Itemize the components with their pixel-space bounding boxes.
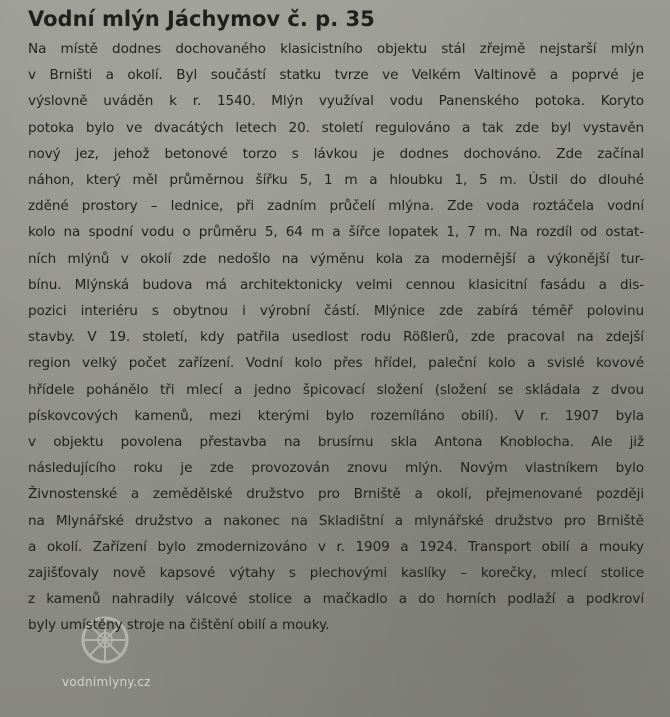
board-title: Vodní mlýn Jáchymov č. p. 35 [28, 7, 375, 31]
watermark-text: vodnimlyny.cz [62, 675, 151, 689]
text-line: zděné prostory – lednice, při zadním průčelí mlýna. Zde voda roztáčela vodní [28, 198, 644, 215]
text-line: na Mlynářské družstvo a nakonec na Skladištní a mlynářské družstvo pro Brniště [28, 512, 644, 529]
text-line: kolo na spodní vodu o průměru 5, 64 m a šířce lopatek 1, 7 m. Na rozdíl od ostat- [28, 224, 644, 241]
text-line: Živnostenské a zemědělské družstvo pro Brniště a okolí, přejmenované později [28, 486, 644, 503]
text-line: pozici interiéru s obytnou i výrobní částí. Mlýnice zde zabírá téměř polovinu [28, 303, 644, 320]
text-line: v objektu povolena přestavba na brusírnu skla Antona Knoblocha. Ale již [28, 434, 644, 451]
text-line: a okolí. Zařízení bylo zmodernizováno v r. 1909 a 1924. Transport obilí a mouky [28, 538, 644, 555]
text-line: byly umístěny stroje na čištění obilí a mouky. [28, 617, 330, 634]
text-line: v Brništi a okolí. Byl součástí statku tvrze ve Velkém Valtinově a poprvé je [28, 67, 644, 84]
text-line: pískovcových kamenů, mezi kterými bylo rozemíláno obilí). V r. 1907 byla [28, 407, 644, 424]
text-line: bínu. Mlýnská budova má architektonicky velmi cennou klasicitní fasádu a dis- [28, 276, 644, 293]
text-line: region velký počet zařízení. Vodní kolo přes hřídel, paleční kolo a svislé kovové [28, 355, 644, 372]
text-line: stavby. V 19. století, kdy patřila usedlost rodu Rößlerů, zde pracoval na zdejší [28, 329, 644, 346]
text-line: následujícího roku je zde provozován znovu mlýn. Novým vlastníkem bylo [28, 460, 644, 477]
text-line: ních mlýnů v okolí zde nedošlo na výměnu kola za modernější a výkonější tur- [28, 250, 644, 267]
text-line: z kamenů nahradily válcové stolice a mačkadlo a do horních podlaží a podkroví [28, 591, 644, 608]
board-body-text [28, 36, 644, 639]
text-line: náhon, který měl průměrnou šířku 5, 1 m a hloubku 1, 5 m. Ústil do dlouhé [28, 172, 644, 189]
text-line: Na místě dodnes dochovaného klasicistního objektu stál zřejmě nejstarší mlýn [28, 41, 644, 57]
text-line: zajišťovaly nově kapsové výtahy s plechovými kaslíky – korečky, mlecí stolice [28, 565, 644, 582]
text-line: nový jez, jehož betonové torzo s lávkou je dodnes dochováno. Zde začínal [28, 145, 644, 162]
text-line: hřídele pohánělo tři mlecí a jedno špicovací složení (složení se skládala z dvou [28, 381, 644, 398]
text-line: výslovně uváděn k r. 1540. Mlýn využíval vodu Panenského potoka. Koryto [28, 93, 644, 110]
text-line: potoka bylo ve dvacátých letech 20. století regulováno a tak zde byl vystavěn [28, 119, 644, 136]
